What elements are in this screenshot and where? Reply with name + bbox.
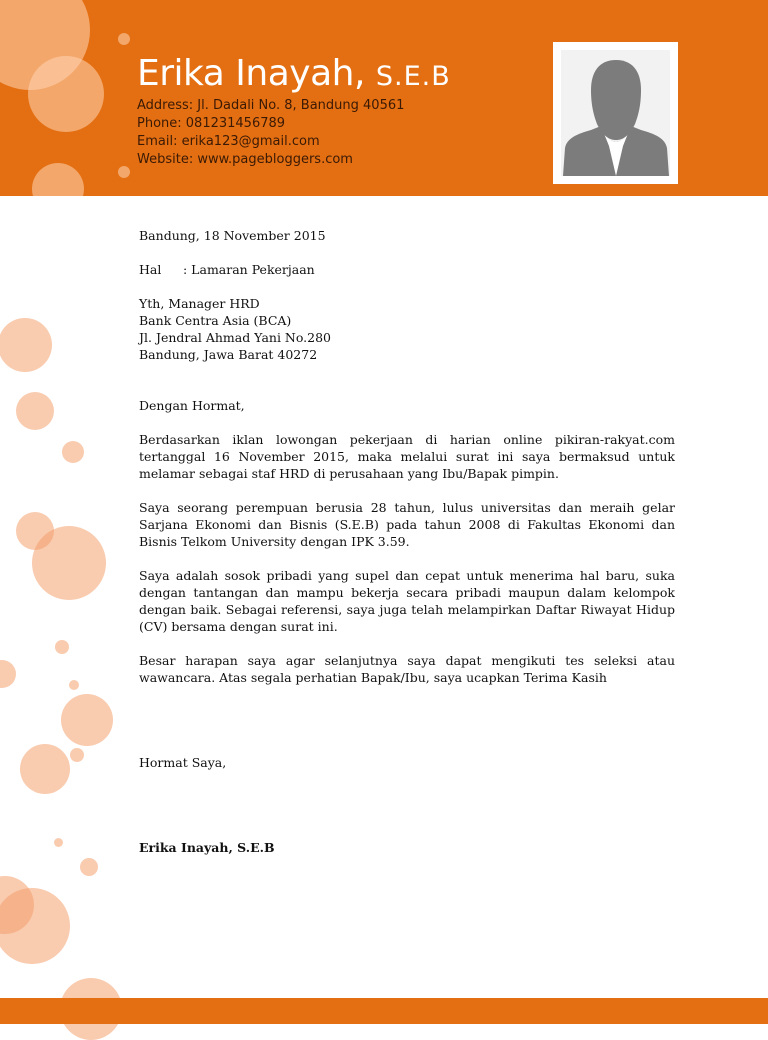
decorative-circle [80, 858, 98, 876]
decorative-circle [0, 318, 52, 372]
profile-photo-frame [553, 42, 678, 184]
decorative-circle [61, 694, 113, 746]
subject-label: Hal [139, 262, 162, 277]
greeting: Dengan Hormat, [139, 398, 245, 413]
body-paragraph: Besar harapan saya agar selanjutnya saya dapat mengikuti tes seleksi atau wawancara. Atas segala perhatian Bapak/Ibu, saya ucapkan Terima Kasih [139, 653, 675, 685]
footer-bar [0, 998, 768, 1024]
contact-email: Email: erika123@gmail.com [137, 134, 320, 149]
body-paragraph: Saya adalah sosok pribadi yang supel dan cepat untuk menerima hal baru, suka dengan tantangan dan mampu bekerja secara pribadi maupun dalam kelompok dengan baik. Sebagai referensi, saya juga telah melampirkan Daftar Riwayat Hidup (CV) bersama dengan surat ini. [139, 568, 675, 634]
subject-value: : Lamaran Pekerjaan [183, 262, 315, 277]
decorative-circle [0, 660, 16, 688]
decorative-circle [32, 526, 106, 600]
contact-address: Address: Jl. Dadali No. 8, Bandung 40561 [137, 98, 405, 113]
applicant-name-text: Erika Inayah, [137, 53, 365, 94]
subject-line [139, 261, 675, 278]
applicant-degree: S.E.B [375, 61, 451, 92]
decorative-circle [70, 748, 84, 762]
person-silhouette-icon [561, 50, 670, 176]
decorative-circle [62, 441, 84, 463]
body-paragraph: Saya seorang perempuan berusia 28 tahun, lulus universitas dan meraih gelar Sarjana Ekonomi dan Bisnis (S.E.B) pada tahun 2008 di Fakultas Ekonomi dan Bisnis Telkom University dengan IPK 3.59. [139, 500, 675, 549]
cover-letter-body [139, 227, 675, 856]
body-paragraph: Berdasarkan iklan lowongan pekerjaan di harian online pikiran-rakyat.com tertanggal 16 November 2015, maka melalui surat ini saya bermaksud untuk melamar sebagai staf HRD di perusahaan yang Ibu/Bapak pimpin. [139, 432, 675, 481]
contact-info [137, 97, 404, 169]
decorative-circle [0, 888, 70, 964]
decorative-circle [118, 166, 130, 178]
letterhead [0, 0, 768, 196]
decorative-circle [69, 680, 79, 690]
recipient-line: Yth, Manager HRD [139, 296, 260, 311]
recipient-line: Bandung, Jawa Barat 40272 [139, 347, 318, 362]
decorative-circle [20, 744, 70, 794]
signature-name: Erika Inayah, S.E.B [139, 840, 275, 855]
recipient-line: Bank Centra Asia (BCA) [139, 313, 292, 328]
closing: Hormat Saya, [139, 755, 227, 770]
decorative-circle [118, 33, 130, 45]
decorative-circle [32, 163, 84, 196]
decorative-circle [54, 838, 63, 847]
contact-website: Website: www.pagebloggers.com [137, 152, 353, 167]
recipient-line: Jl. Jendral Ahmad Yani No.280 [139, 330, 332, 345]
decorative-circle [28, 56, 104, 132]
decorative-circle [16, 392, 54, 430]
place-date: Bandung, 18 November 2015 [139, 228, 326, 243]
applicant-name [137, 50, 451, 101]
decorative-circle [55, 640, 69, 654]
contact-phone: Phone: 081231456789 [137, 116, 286, 131]
profile-photo [561, 50, 670, 176]
